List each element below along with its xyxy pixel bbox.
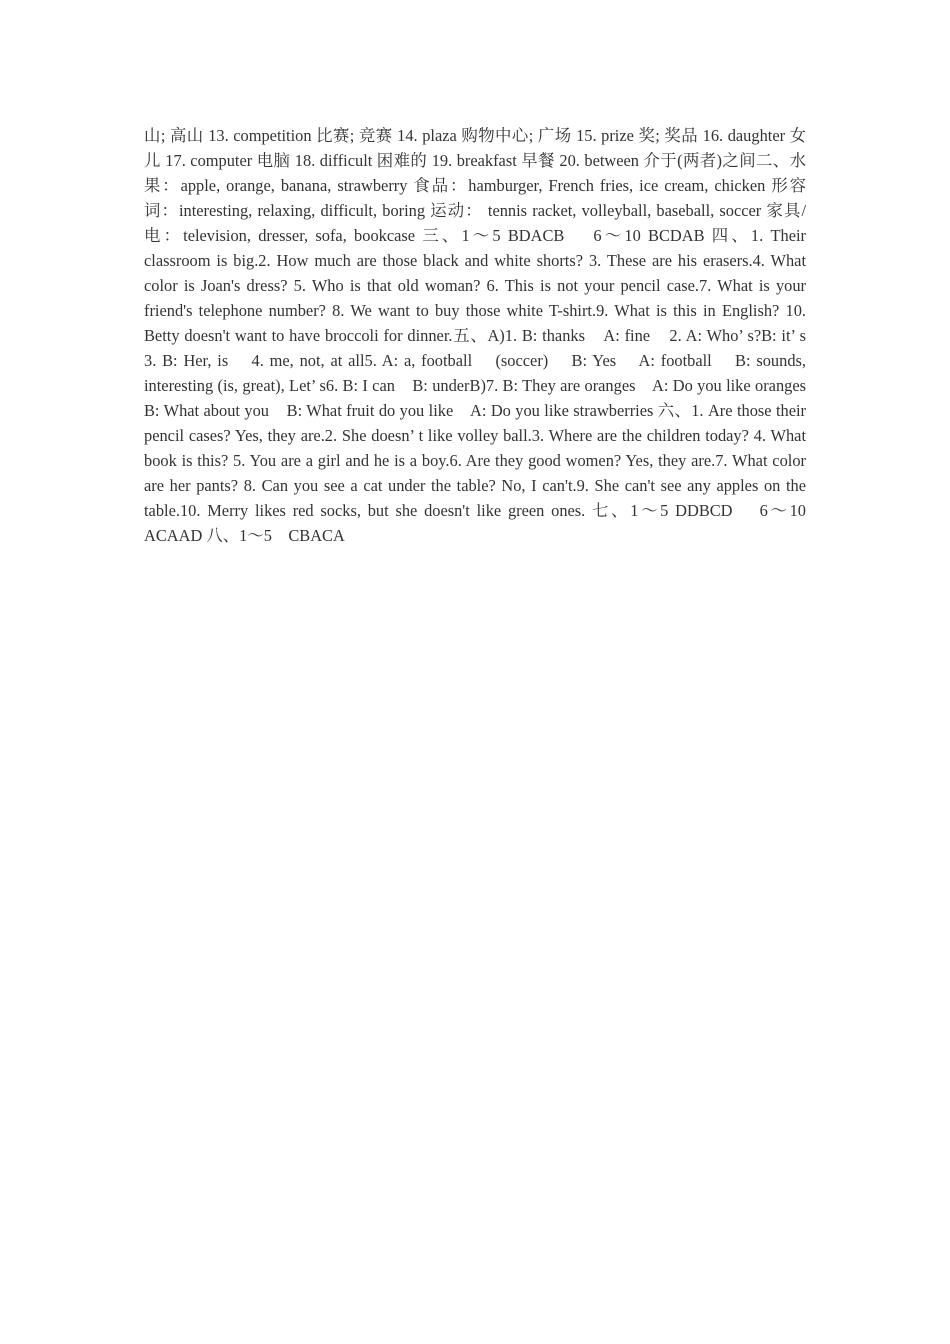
answer-key-paragraph: 山; 高山 13. competition 比赛; 竞赛 14. plaza 购物中心; 广场 15. prize 奖; 奖品 16. daughter 女儿 17. computer 电脑 18. difficult 困难的 19. breakfast 早餐 20. between 介于(两者)之间二、水果：apple, orange, banana, strawberry 食品：hamburger, French fries, ice cream, chicken 形容词：interesting, relaxing, difficult, boring 运动： tennis racket, volleyball, baseball, soccer 家具/电：television, dresser, sofa, bookcase 三、1～5 BDACB 6～10 BCDAB 四、1. Their classroom is big.2. How much are those black and white shorts? 3. These are his erasers.4. What color is Joan's dress? 5. Who is that old woman? 6. This is not your pencil case.7. What is your friend's telephone number? 8. We want to buy those white T-shirt.9. What is this in English? 10. Betty doesn't want to have broccoli for dinner.五、A)1. B: thanks A: fine 2. A: Who’ s?B: it’ s 3. B: Her, is 4. me, not, at all5. A: a, football (soccer) B: Yes A: football B: sounds, interesting (is, great), Let’ s6. B: I can B: underB)7. B: They are oranges A: Do you like oranges B: What about you B: What fruit do you like A: Do you like strawberries 六、1. Are those their pencil cases? Yes, they are.2. She doesn’ t like volley ball.3. Where are the children today? 4. What book is this? 5. You are a girl and he is a boy.6. Are they good women? Yes, they are.7. What color are her pants? 8. Can you see a cat under the table? No, I can't.9. She can't see any apples on the table.10. Merry likes red socks, but she doesn't like green ones. 七、1～5 DDBCD 6～10 ACAAD 八、1～5 CBACA [144, 126, 823, 545]
